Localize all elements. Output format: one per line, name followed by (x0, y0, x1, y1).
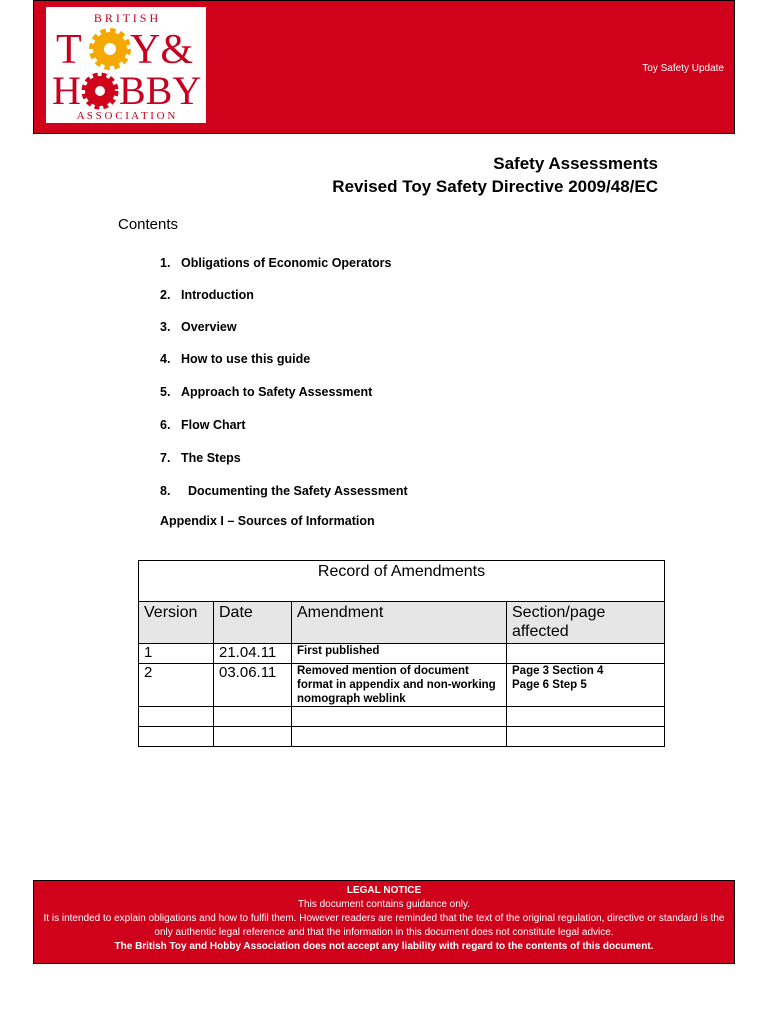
toc-item-number: 3. (160, 320, 171, 334)
legal-line-3: only authentic legal reference and that the information in this document does not constitute legal advice. (154, 927, 614, 938)
toc-item-number: 6. (160, 418, 171, 432)
toc-appendix[interactable]: Appendix I – Sources of Information (160, 514, 375, 528)
logo-letters-y-amp: Y& (130, 27, 193, 73)
table-header-row (139, 602, 665, 644)
cell-date: 21.04.11 (214, 644, 292, 664)
column-header-section: Section/page affected (507, 602, 665, 644)
legal-line-1: This document contains guidance only. (297, 899, 471, 910)
legal-line-2: It is intended to explain obligations and how to fulfil them. However readers are reminded that the text of the original regulation, directive or standard is the (43, 913, 725, 924)
toc-item-number: 2. (160, 288, 171, 302)
title-line-2: Revised Toy Safety Directive 2009/48/EC (332, 177, 658, 196)
logo-gear-icon (93, 32, 127, 66)
legal-heading: LEGAL NOTICE (346, 885, 422, 896)
toc-item-number: 1. (160, 256, 171, 270)
toc-item-number: 5. (160, 385, 171, 399)
cell-version: 1 (139, 644, 214, 664)
header-band (33, 0, 735, 134)
logo-gear-red-icon (85, 76, 115, 106)
cell-empty (139, 707, 214, 727)
toc-item-label: Overview (181, 320, 237, 334)
toc-item-number: 8. (160, 484, 171, 498)
cell-section (507, 644, 665, 664)
title-line-1: Safety Assessments (493, 154, 658, 173)
toc-item[interactable] (160, 451, 241, 465)
legal-notice (33, 880, 735, 964)
logo-top-text: B R I T I S H (93, 11, 159, 25)
toc-item[interactable] (160, 288, 254, 302)
cell-empty (292, 727, 507, 747)
toc-item-label: The Steps (181, 451, 241, 465)
toc-item[interactable] (160, 418, 246, 432)
document-title (332, 152, 658, 198)
amendments-table (138, 560, 665, 747)
toc-item[interactable] (160, 352, 310, 366)
logo-bottom-text: A S S O C I A T I O N (76, 110, 176, 122)
table-row (139, 664, 665, 707)
cell-empty (507, 727, 665, 747)
cell-amendment: Removed mention of document format in appendix and non-working nomograph weblink (292, 664, 507, 707)
toc-item[interactable] (160, 320, 237, 334)
amendments-title: Record of Amendments (139, 561, 665, 602)
cell-amendment: First published (292, 644, 507, 664)
toc-item-label: Obligations of Economic Operators (181, 256, 392, 270)
column-header-date: Date (214, 602, 292, 644)
toc-item-label: Flow Chart (181, 418, 246, 432)
cell-empty (139, 727, 214, 747)
toc-item[interactable] (160, 385, 372, 399)
contents-heading: Contents (118, 216, 179, 233)
logo-letter-h: H (52, 68, 81, 113)
table-row-empty (139, 707, 665, 727)
cell-date: 03.06.11 (214, 664, 292, 707)
column-header-version: Version (139, 602, 214, 644)
header-tagline: Toy Safety Update (642, 63, 724, 74)
column-header-amendment: Amendment (292, 602, 507, 644)
cell-version: 2 (139, 664, 214, 707)
cell-empty (214, 707, 292, 727)
cell-empty (507, 707, 665, 727)
legal-disclaimer: The British Toy and Hobby Association does not accept any liability with regard to the contents of this document. (114, 941, 654, 952)
toc-item-label: How to use this guide (181, 352, 311, 366)
logo-letters-bby: BBY (119, 68, 202, 113)
toc-item-label: Documenting the Safety Assessment (181, 484, 408, 498)
toc-item-number: 7. (160, 451, 171, 465)
toc-item[interactable] (160, 256, 391, 270)
table-row-empty (139, 727, 665, 747)
table-row (139, 644, 665, 664)
toc-item-label: Introduction (181, 288, 254, 302)
toc-item-label: Approach to Safety Assessment (181, 385, 373, 399)
cell-empty (214, 727, 292, 747)
toc-item[interactable] (160, 484, 408, 498)
cell-empty (292, 707, 507, 727)
toc-item-number: 4. (160, 352, 171, 366)
logo-letter-t: T (56, 27, 82, 73)
btha-logo (46, 7, 206, 123)
cell-section: Page 3 Section 4 Page 6 Step 5 (507, 664, 665, 707)
